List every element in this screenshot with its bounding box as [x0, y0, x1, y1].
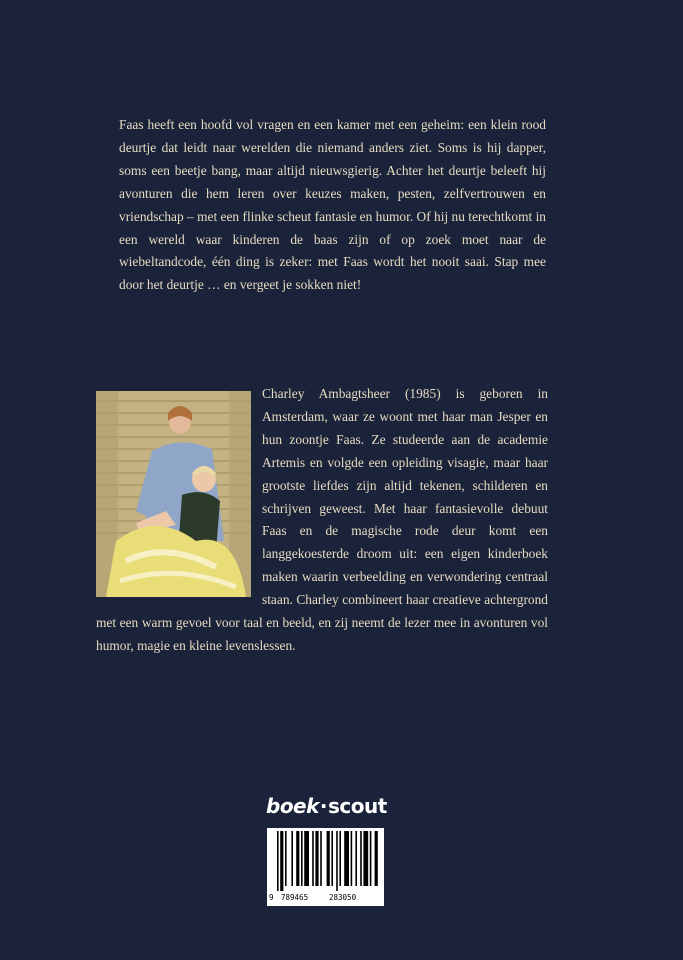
barcode-bar — [339, 831, 341, 886]
barcode-bar — [336, 831, 338, 891]
logo-dot: · — [319, 794, 328, 818]
barcode-bar — [370, 831, 372, 886]
publisher-logo — [266, 794, 391, 822]
barcode-digit-first: 9 — [269, 893, 274, 902]
barcode-bar — [360, 831, 362, 886]
barcode-bar — [344, 831, 349, 886]
barcode-bar — [327, 831, 330, 886]
blurb-text: Faas heeft een hoofd vol vragen en een kamer met een geheim: een klein rood deurtje dat leidt naar werelden die niemand anders ziet. Soms is hij dapper, soms een beetje bang, maar altijd nieuwsgierig. Achter het deurtje beleeft hij avonturen die hem leren over keuzes maken, pesten, zelfvertrouwen en vriendschap – met een flinke scheut fantasie en humor. Of hij nu terechtkomt in een wereld waar kinderen de baas zijn of op zoek moet naar de wiebeltandcode, één ding is zeker: met Faas wordt het nooit saai. Stap mee door het deurtje … en vergeet je sokken niet! — [119, 117, 546, 293]
author-bio — [96, 383, 548, 658]
barcode-group-right: 283050 — [329, 893, 357, 902]
barcode-bar — [296, 831, 299, 886]
barcode-digits — [267, 890, 384, 904]
barcode-bar — [285, 831, 287, 886]
barcode-bar — [315, 831, 318, 886]
barcode-bar — [320, 831, 322, 886]
isbn-barcode — [267, 828, 384, 906]
barcode-bar — [304, 831, 309, 886]
photo-spacer — [96, 383, 262, 603]
logo-word-boek: boek — [266, 794, 319, 818]
barcode-group-left: 789465 — [281, 893, 309, 902]
barcode-bar — [351, 831, 353, 886]
barcode-bar — [355, 831, 357, 886]
barcode-bar — [277, 831, 279, 891]
barcode-bar — [375, 831, 378, 886]
bio-text: Charley Ambagtsheer (1985) is geboren in Amsterdam, waar ze woont met haar man Jesper en hun zoontje Faas. Ze studeerde aan de academie Artemis en volgde een opleiding visagie, maar haar grootste liefdes zijn altijd tekenen, schilderen en schrijven geweest. Met haar fantasievolle debuut Faas en de magische rode deur komt een langgekoesterde droom uit: een eigen kinderboek maken waarin verbeelding en verwondering centraal staan. Charley combineert haar creatieve achtergrond met een warm gevoel voor taal en beeld, en zij neemt de lezer mee in avonturen vol humor, magie en kleine levenslessen. — [96, 386, 548, 653]
barcode-bar — [301, 831, 303, 886]
logo-word-scout: scout — [328, 794, 387, 818]
barcode-bar — [291, 831, 293, 886]
barcode-bar — [363, 831, 368, 886]
book-blurb — [119, 114, 546, 297]
barcode-bars — [267, 828, 384, 892]
barcode-bar — [331, 831, 333, 886]
barcode-bar — [312, 831, 314, 886]
barcode-bar — [280, 831, 283, 891]
